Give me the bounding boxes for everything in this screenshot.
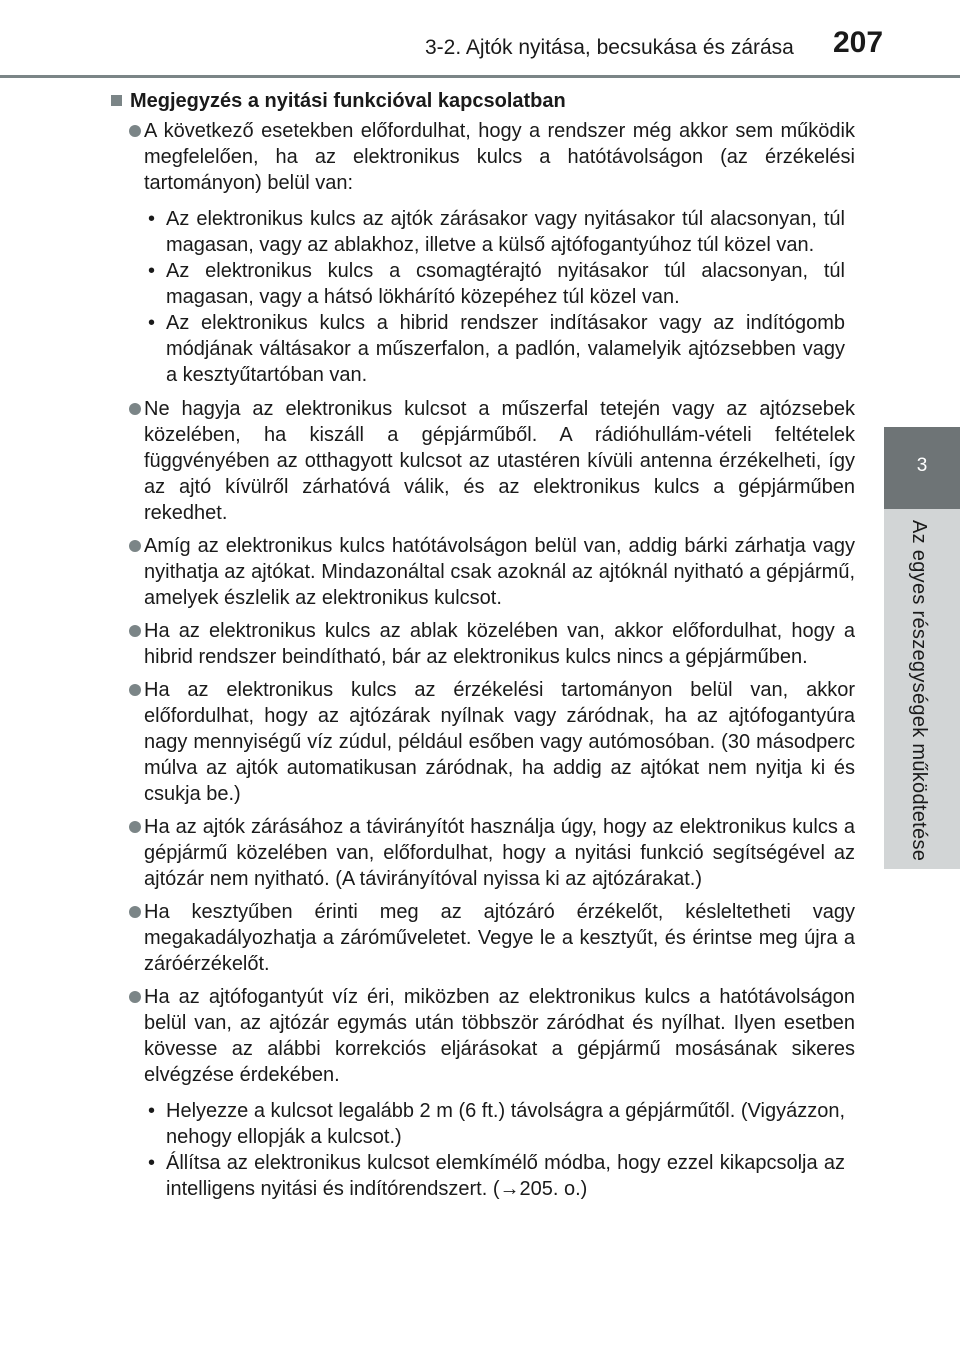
list-item-text: Ha az elektronikus kulcs az ablak közelében van, akkor előfordulhat, hogy a hibrid rendszer beindítható, bár az elektronikus kulcs nincs a gépjárműben. <box>144 620 855 668</box>
round-bullet-icon <box>129 125 141 137</box>
sub-list-item-text: Az elektronikus kulcs az ajtók zárásakor vagy nyitásakor túl alacsonyan, túl magasan, vagy az ablakhoz, illetve a külső ajtófogantyúhoz túl közel van. <box>166 208 845 256</box>
list-item-text: Ne hagyja az elektronikus kulcsot a műszerfal tetején vagy az ajtózsebek közelében, ha kiszáll a gépjárműből. A rádióhullám-vételi feltételek függvényében az otthagyott kulcsot az utastéren kívüli antenna érzékelheti, így az ajtó kívülről zárhatóvá válik, és az elektronikus kulcs a gépjárműben rekedhet. <box>144 398 855 524</box>
chapter-label: Az egyes részegységek működtetése <box>908 520 930 862</box>
sub-list <box>110 1098 855 1202</box>
bullet-icon: • <box>148 260 156 282</box>
chapter-number: 3 <box>916 455 928 476</box>
list-item <box>110 984 855 1088</box>
round-bullet-icon <box>129 540 141 552</box>
sub-list-item <box>144 1150 855 1202</box>
round-bullet-icon <box>129 821 141 833</box>
round-bullet-icon <box>129 403 141 415</box>
round-bullet-icon <box>129 991 141 1003</box>
list-item-text: A következő esetekben előfordulhat, hogy a rendszer még akkor sem működik megfelelően, ha az elektronikus kulcs a hatótávolságon (az érzékelési tartományon) belül van: <box>144 120 855 194</box>
list-item-text: Amíg az elektronikus kulcs hatótávolságon belül van, addig bárki zárhatja vagy nyithatja az ajtókat. Mindazonáltal csak azoknál az ajtóknál nyitható a gépjármű, amelyek észlelik az elektronikus kulcsot. <box>144 535 855 609</box>
sub-list <box>110 206 855 388</box>
sub-list-item-text: Az elektronikus kulcs a hibrid rendszer indításakor vagy az indítógomb módjának váltásakor a műszerfalon, a padlón, valamelyik ajtózsebben vagy a kesztyűtartóban van. <box>166 312 845 386</box>
note-list <box>110 118 855 1202</box>
sub-list-item-text: Az elektronikus kulcs a csomagtérajtó nyitásakor túl alacsonyan, túl magasan, vagy a hátsó lökhárító közepéhez túl közel van. <box>166 260 845 308</box>
section-title: 3-2. Ajtók nyitása, becsukása és zárása <box>425 36 794 59</box>
round-bullet-icon <box>129 906 141 918</box>
sub-list-item <box>144 206 855 258</box>
section-heading-text: Megjegyzés a nyitási funkcióval kapcsolatban <box>130 90 566 112</box>
page-content <box>110 88 855 1210</box>
section-heading <box>110 88 855 114</box>
round-bullet-icon <box>129 625 141 637</box>
list-item <box>110 814 855 892</box>
list-item-text: Ha kesztyűben érinti meg az ajtózáró érzékelőt, késleltetheti vagy megakadályozhatja a záróműveletet. Vegye le a kesztyűt, és érintse meg újra a záróérzékelőt. <box>144 901 855 975</box>
list-item <box>110 396 855 526</box>
bullet-icon: • <box>148 312 156 334</box>
sub-list-item <box>144 258 855 310</box>
chapter-tab <box>884 427 960 509</box>
list-item <box>110 618 855 670</box>
bullet-icon: • <box>148 1100 156 1122</box>
bullet-icon: • <box>148 208 156 230</box>
list-item <box>110 533 855 611</box>
square-bullet-icon <box>111 95 122 106</box>
list-item <box>110 118 855 196</box>
list-item-text: Ha az ajtók zárásához a távirányítót használja úgy, hogy az elektronikus kulcs a gépjármű közelében van, előfordulhat, hogy a nyitási funkció segítségével az ajtózár nem nyitható. (A távirányítóval nyissa ki az ajtózárakat.) <box>144 816 855 890</box>
bullet-icon: • <box>148 1152 156 1174</box>
sub-list-item <box>144 310 855 388</box>
header-rule <box>0 75 960 78</box>
round-bullet-icon <box>129 684 141 696</box>
sub-list-item <box>144 1098 855 1150</box>
list-item <box>110 677 855 807</box>
sub-list-item-text: Állítsa az elektronikus kulcsot elemkímélő módba, hogy ezzel kikapcsolja az intelligens nyitási és indítórendszert. (→205. o.) <box>166 1152 845 1200</box>
list-item <box>110 899 855 977</box>
sub-list-item-text: Helyezze a kulcsot legalább 2 m (6 ft.) távolságra a gépjárműtől. (Vigyázzon, nehogy ellopják a kulcsot.) <box>166 1100 845 1148</box>
page-number: 207 <box>833 26 884 59</box>
list-item-text: Ha az elektronikus kulcs az érzékelési tartományon belül van, akkor előfordulhat, hogy az ajtózárak nyílnak vagy záródnak, ha az ajtófogantyúra nagy mennyiségű víz zúdul, például esőben vagy autómosóban. (30 másodperc múlva az ajtók automatikusan záródnak, ha addig az ajtókat nem nyitja ki és csukja be.) <box>144 679 855 805</box>
list-item-text: Ha az ajtófogantyút víz éri, miközben az elektronikus kulcs a hatótávolságon belül van, az ajtózár egymás után többször záródhat és nyílhat. Ilyen esetben kövesse az alábbi korrekciós eljárásokat a gépjármű mosásának sikeres elvégzése érdekében. <box>144 986 855 1086</box>
